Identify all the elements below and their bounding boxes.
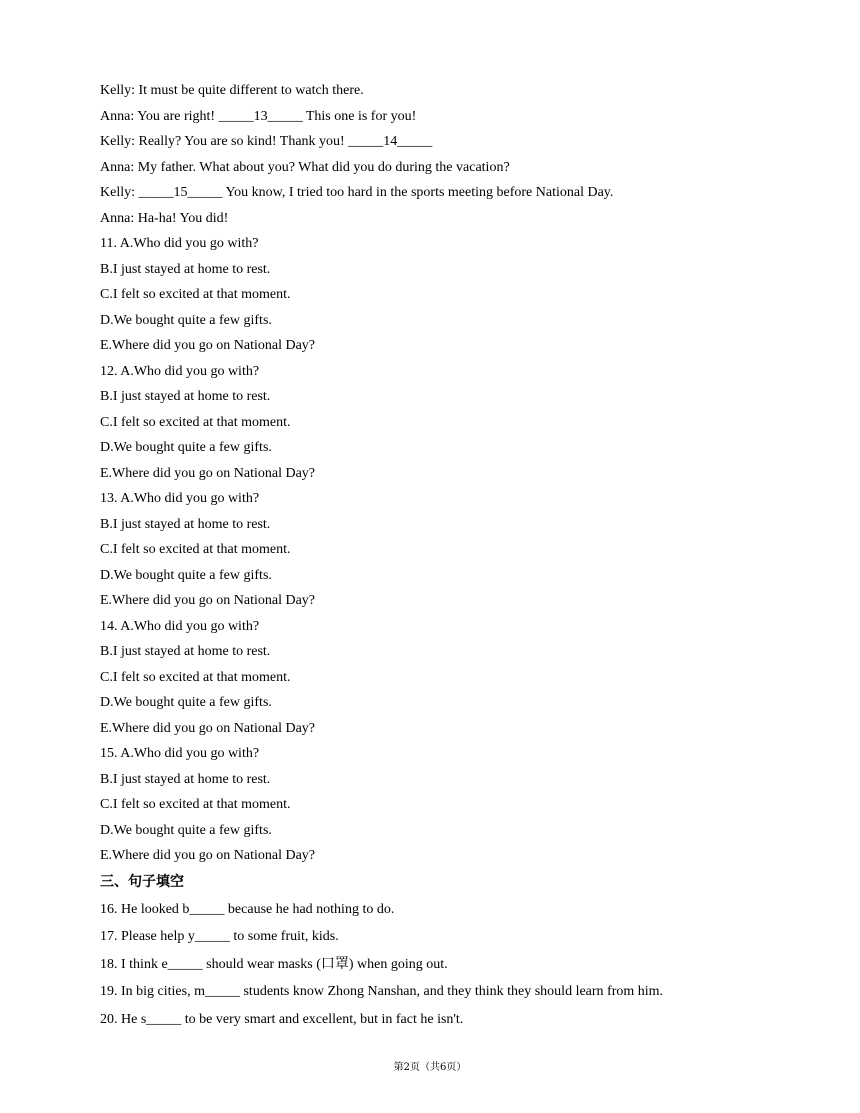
option-b: B.I just stayed at home to rest. <box>100 771 271 787</box>
option-e: E.Where did you go on National Day? <box>100 848 315 863</box>
option-e: E.Where did you go on National Day? <box>100 593 315 608</box>
sentence-item: 18. I think e_____ should wear masks (口罩) when going out. <box>100 956 448 972</box>
option-b: B.I just stayed at home to rest. <box>100 644 271 659</box>
option-d: D.We bought quite a few gifts. <box>100 695 272 710</box>
option-c: C.I felt so excited at that moment. <box>100 669 291 685</box>
option-c: C.I felt so excited at that moment. <box>100 414 291 430</box>
question-11 <box>100 231 800 359</box>
option-b: B.I just stayed at home to rest. <box>100 516 271 532</box>
option-a: 15. A.Who did you go with? <box>100 746 260 761</box>
dialogue-line: Kelly: Really? You are so kind! Thank you! _____14_____ <box>100 134 433 149</box>
sentence-item: 17. Please help y_____ to some fruit, kids. <box>100 929 339 944</box>
sentence-item: 19. In big cities, m_____ students know Zhong Nanshan, and they think they should learn from him. <box>100 984 664 999</box>
question-15 <box>100 741 800 869</box>
option-a: 14. A.Who did you go with? <box>100 618 260 634</box>
sentence-fill-list <box>100 896 800 1034</box>
option-a: 13. A.Who did you go with? <box>100 491 260 506</box>
dialogue-line: Anna: Ha-ha! You did! <box>100 210 229 226</box>
option-b: B.I just stayed at home to rest. <box>100 261 271 277</box>
dialogue <box>100 78 800 231</box>
option-d: D.We bought quite a few gifts. <box>100 440 272 455</box>
dialogue-line: Anna: My father. What about you? What did you do during the vacation? <box>100 159 510 175</box>
question-13 <box>100 486 800 614</box>
option-d: D.We bought quite a few gifts. <box>100 312 272 328</box>
page-content <box>100 78 800 1033</box>
sentence-item: 16. He looked b_____ because he had nothing to do. <box>100 901 395 917</box>
option-b: B.I just stayed at home to rest. <box>100 389 271 404</box>
dialogue-line: Anna: You are right! _____13_____ This one is for you! <box>100 108 417 124</box>
dialogue-line: Kelly: It must be quite different to watch there. <box>100 83 364 98</box>
option-e: E.Where did you go on National Day? <box>100 338 315 353</box>
question-14 <box>100 614 800 742</box>
option-d: D.We bought quite a few gifts. <box>100 822 272 838</box>
option-c: C.I felt so excited at that moment. <box>100 542 291 557</box>
option-e: E.Where did you go on National Day? <box>100 720 315 736</box>
option-c: C.I felt so excited at that moment. <box>100 287 291 302</box>
option-a: 12. A.Who did you go with? <box>100 363 260 379</box>
dialogue-line: Kelly: _____15_____ You know, I tried too hard in the sports meeting before National Day. <box>100 185 614 200</box>
sentence-item: 20. He s_____ to be very smart and excellent, but in fact he isn't. <box>100 1011 464 1027</box>
section-heading: 三、句子填空 <box>100 873 184 890</box>
option-d: D.We bought quite a few gifts. <box>100 567 272 583</box>
page-footer: 第2页（共6页） <box>393 1062 467 1073</box>
question-12 <box>100 359 800 487</box>
option-c: C.I felt so excited at that moment. <box>100 797 291 812</box>
option-e: E.Where did you go on National Day? <box>100 465 315 481</box>
option-a: 11. A.Who did you go with? <box>100 236 259 251</box>
